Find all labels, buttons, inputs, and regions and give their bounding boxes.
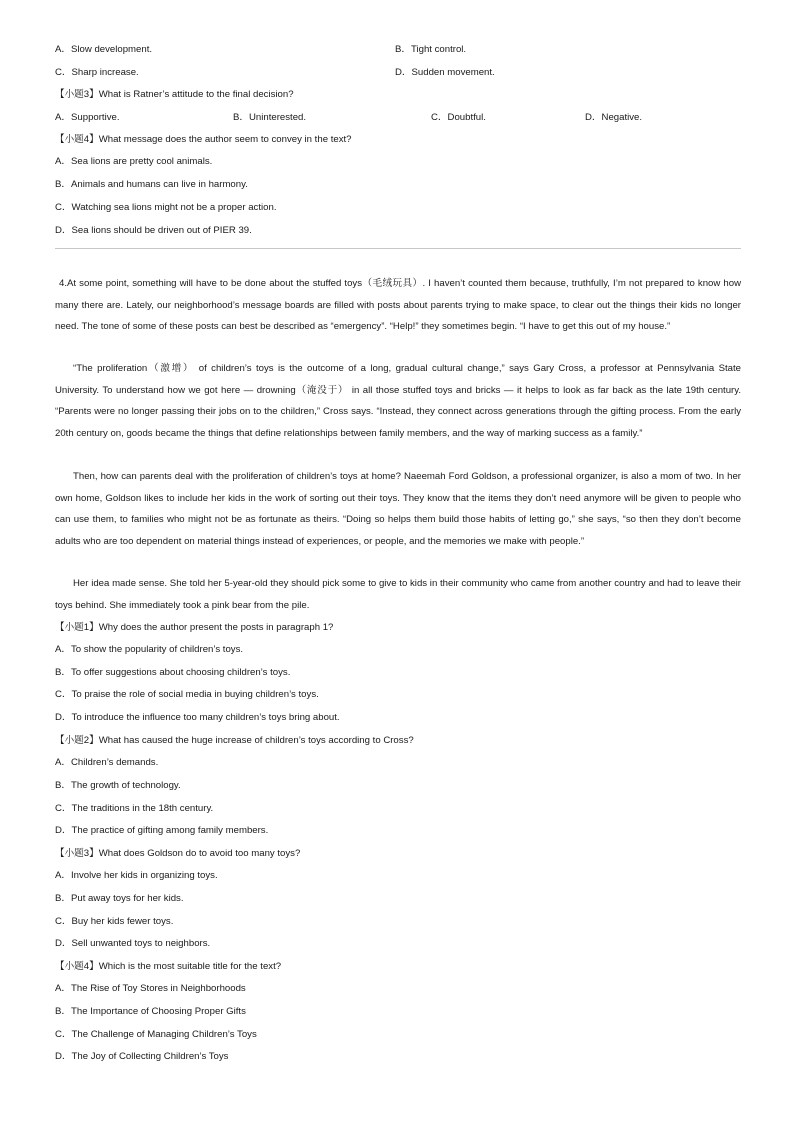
question-4-option-a: A．The Rise of Toy Stores in Neighborhoods bbox=[55, 983, 246, 994]
prev-q3-option-c: C．Doubtful. bbox=[431, 112, 486, 123]
prev-q3-question: 【小题3】What is Ratner’s attitude to the final decision? bbox=[55, 89, 294, 100]
passage-paragraph-1: 4.At some point, something will have to be done about the stuffed toys（毛绒玩具）. I haven’t counted them because, truthfully, I’m not prepared to know how many there are. Lately, our neighborhood’s message boards are filled with posts about parents trying to make space, to clear out the things their kids no longer need. The tone of some of these posts can best be described as “emergency”. “Help!” they sometimes begin. “I have to get this out of my house.” bbox=[55, 278, 741, 332]
prev-q2-option-c: C．Sharp increase. bbox=[55, 67, 139, 78]
question-2-option-a: A．Children’s demands. bbox=[55, 757, 159, 768]
question-4: 【小题4】Which is the most suitable title for the text? bbox=[55, 961, 282, 972]
question-2-option-c: C．The traditions in the 18th century. bbox=[55, 803, 214, 814]
question-3-option-c: C．Buy her kids fewer toys. bbox=[55, 916, 174, 927]
question-4-option-b: B．The Importance of Choosing Proper Gifts bbox=[55, 1006, 246, 1017]
prev-q3-option-d: D．Negative. bbox=[585, 112, 643, 123]
prev-q2-option-b: B．Tight control. bbox=[395, 44, 467, 55]
question-1: 【小题1】Why does the author present the posts in paragraph 1? bbox=[55, 622, 334, 633]
prev-q4-question: 【小题4】What message does the author seem to convey in the text? bbox=[55, 134, 352, 145]
question-4-option-c: C．The Challenge of Managing Children’s Toys bbox=[55, 1029, 257, 1040]
prev-q2-option-d: D．Sudden movement. bbox=[395, 67, 495, 78]
passage-paragraph-2: “The proliferation（激增） of children’s toys is the outcome of a long, gradual cultural change,” says Gary Cross, a professor at Pennsylvania State University. To understand how we got here — drowning（淹没于） in all those stuffed toys and bricks — it helps to look as far back as the late 19th century. “Parents were no longer passing their jobs on to the children,” Cross says. “Instead, they connect across generations through the gifting process. From the early 20th century on, goods became the things that define relationships between family members, and the way of marking success as a family.” bbox=[55, 363, 741, 439]
prev-q4-option-a: A．Sea lions are pretty cool animals. bbox=[55, 156, 213, 167]
prev-q2-option-a: A．Slow development. bbox=[55, 44, 153, 55]
question-2: 【小题2】What has caused the huge increase of children’s toys according to Cross? bbox=[55, 735, 414, 746]
question-3: 【小题3】What does Goldson do to avoid too many toys? bbox=[55, 848, 301, 859]
prev-q4-option-b: B．Animals and humans can live in harmony. bbox=[55, 179, 248, 190]
question-2-option-b: B．The growth of technology. bbox=[55, 780, 181, 791]
prev-q4-option-c: C．Watching sea lions might not be a proper action. bbox=[55, 202, 277, 213]
question-4-option-d: D．The Joy of Collecting Children’s Toys bbox=[55, 1051, 229, 1062]
question-2-option-d: D．The practice of gifting among family members. bbox=[55, 825, 269, 836]
prev-q3-option-b: B．Uninterested. bbox=[233, 112, 307, 123]
question-1-option-d: D．To introduce the influence too many children’s toys bring about. bbox=[55, 712, 340, 723]
question-1-option-c: C．To praise the role of social media in buying children’s toys. bbox=[55, 689, 319, 700]
prev-q3-option-a: A．Supportive. bbox=[55, 112, 120, 123]
question-3-option-b: B．Put away toys for her kids. bbox=[55, 893, 184, 904]
question-1-option-b: B．To offer suggestions about choosing children’s toys. bbox=[55, 667, 291, 678]
section-divider bbox=[55, 248, 741, 249]
passage-paragraph-3: Then, how can parents deal with the proliferation of children’s toys at home? Naeemah Ford Goldson, a professional organizer, is also a mom of two. In her own home, Goldson likes to include her kids in the work of sorting out their toys. They know that the items they don’t need anymore will be given to people who can use them, to families who might not be as fortunate as theirs. “Doing so helps them build those habits of letting go,” she says, “so then they don’t become adults who are too dependent on material things instead of experiences, or people, and the memories we make with people.” bbox=[55, 471, 741, 547]
question-3-option-a: A．Involve her kids in organizing toys. bbox=[55, 870, 218, 881]
question-1-option-a: A．To show the popularity of children’s toys. bbox=[55, 644, 244, 655]
prev-q4-option-d: D．Sea lions should be driven out of PIER 39. bbox=[55, 225, 252, 236]
passage-paragraph-4: Her idea made sense. She told her 5-year-old they should pick some to give to kids in their community who came from another country and had to leave their toys behind. She immediately took a pink bear from the pile. bbox=[55, 578, 741, 611]
question-3-option-d: D．Sell unwanted toys to neighbors. bbox=[55, 938, 211, 949]
